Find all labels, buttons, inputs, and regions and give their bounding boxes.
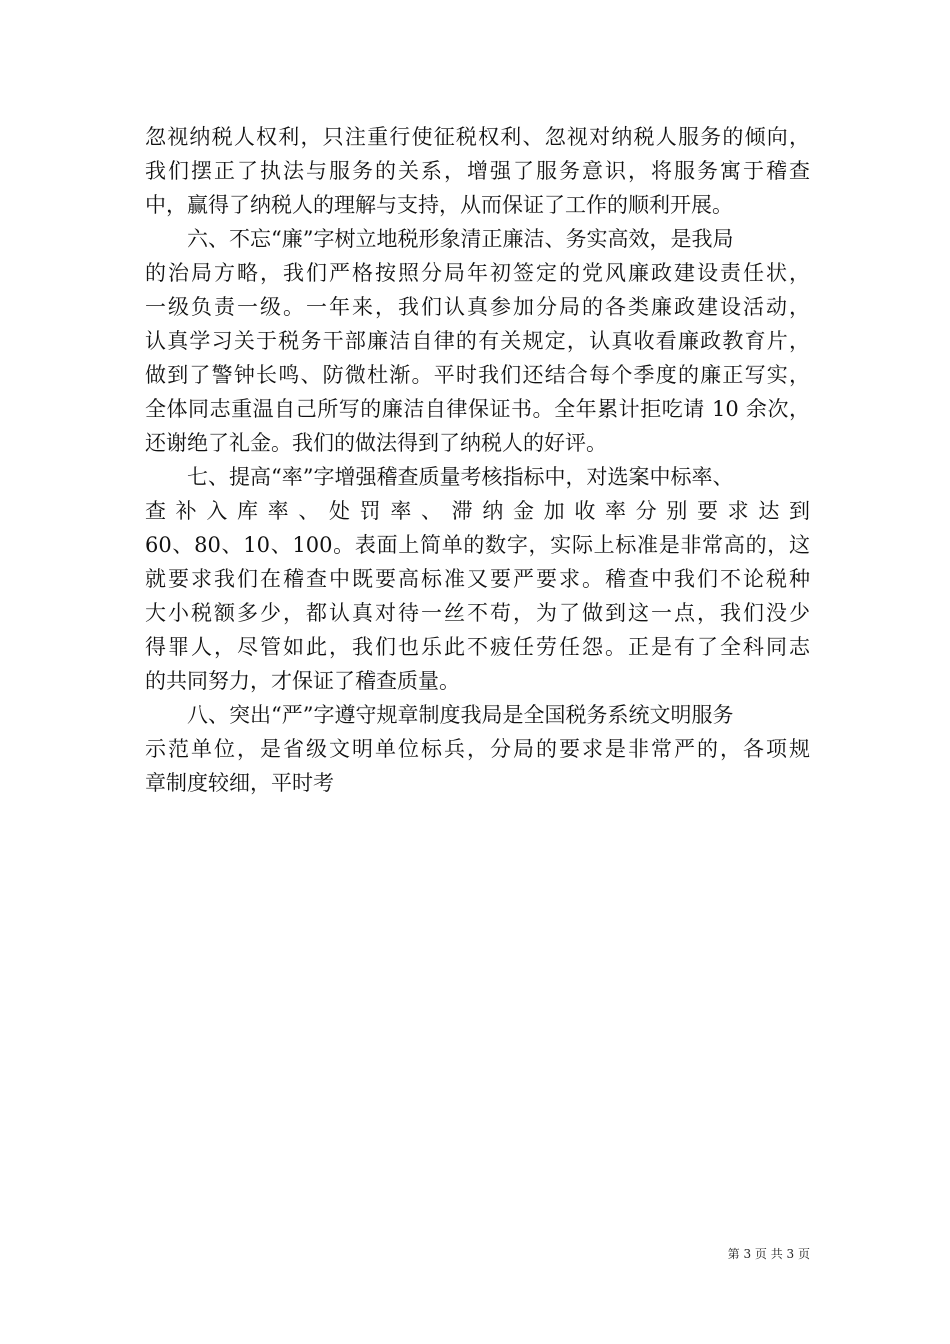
text-line: 大小税额多少，都认真对待一丝不苟，为了做到这一点，我们没少 [145, 601, 810, 625]
text-line: 全体同志重温自己所写的廉洁自律保证书。全年累计拒吃请 10 余次， [145, 397, 810, 421]
text-line: 我们摆正了执法与服务的关系，增强了服务意识，将服务寓于稽查 [145, 159, 810, 183]
text-line: 还谢绝了礼金。我们的做法得到了纳税人的好评。 [145, 431, 607, 455]
text-line: 就要求我们在稽查中既要高标准又要严要求。稽查中我们不论税种 [145, 567, 810, 591]
text-line: 查补入库率、处罚率、滞纳金加收率分别要求达到 [145, 499, 810, 523]
text-line: 60、80、10、100。表面上简单的数字，实际上标准是非常高的，这 [145, 533, 810, 557]
body-text [145, 120, 810, 800]
text-line: 的共同努力，才保证了稽查质量。 [145, 669, 460, 693]
text-line: 得罪人，尽管如此，我们也乐此不疲任劳任怨。正是有了全科同志 [145, 635, 810, 659]
paragraph-start-line: 六、不忘“廉”字树立地税形象清正廉洁、务实高效，是我局 [187, 227, 734, 251]
text-line: 一级负责一级。一年来，我们认真参加分局的各类廉政建设活动， [145, 295, 810, 319]
text-line: 忽视纳税人权利，只注重行使征税权利、忽视对纳税人服务的倾向， [145, 125, 810, 149]
paragraph-start-line: 七、提高“率”字增强稽查质量考核指标中，对选案中标率、 [187, 465, 734, 489]
text-line: 认真学习关于税务干部廉洁自律的有关规定，认真收看廉政教育片， [145, 329, 810, 353]
text-line: 中，赢得了纳税人的理解与支持，从而保证了工作的顺利开展。 [145, 193, 733, 217]
page-number: 第 3 页 共 3 页 [727, 1247, 810, 1261]
text-line: 示范单位，是省级文明单位标兵，分局的要求是非常严的，各项规 [145, 737, 810, 761]
text-line: 做到了警钟长鸣、防微杜渐。平时我们还结合每个季度的廉正写实， [145, 363, 810, 387]
text-line: 章制度较细，平时考 [145, 771, 334, 795]
text-line: 的治局方略，我们严格按照分局年初签定的党风廉政建设责任状， [145, 261, 810, 285]
paragraph-start-line: 八、突出“严”字遵守规章制度我局是全国税务系统文明服务 [187, 703, 734, 727]
